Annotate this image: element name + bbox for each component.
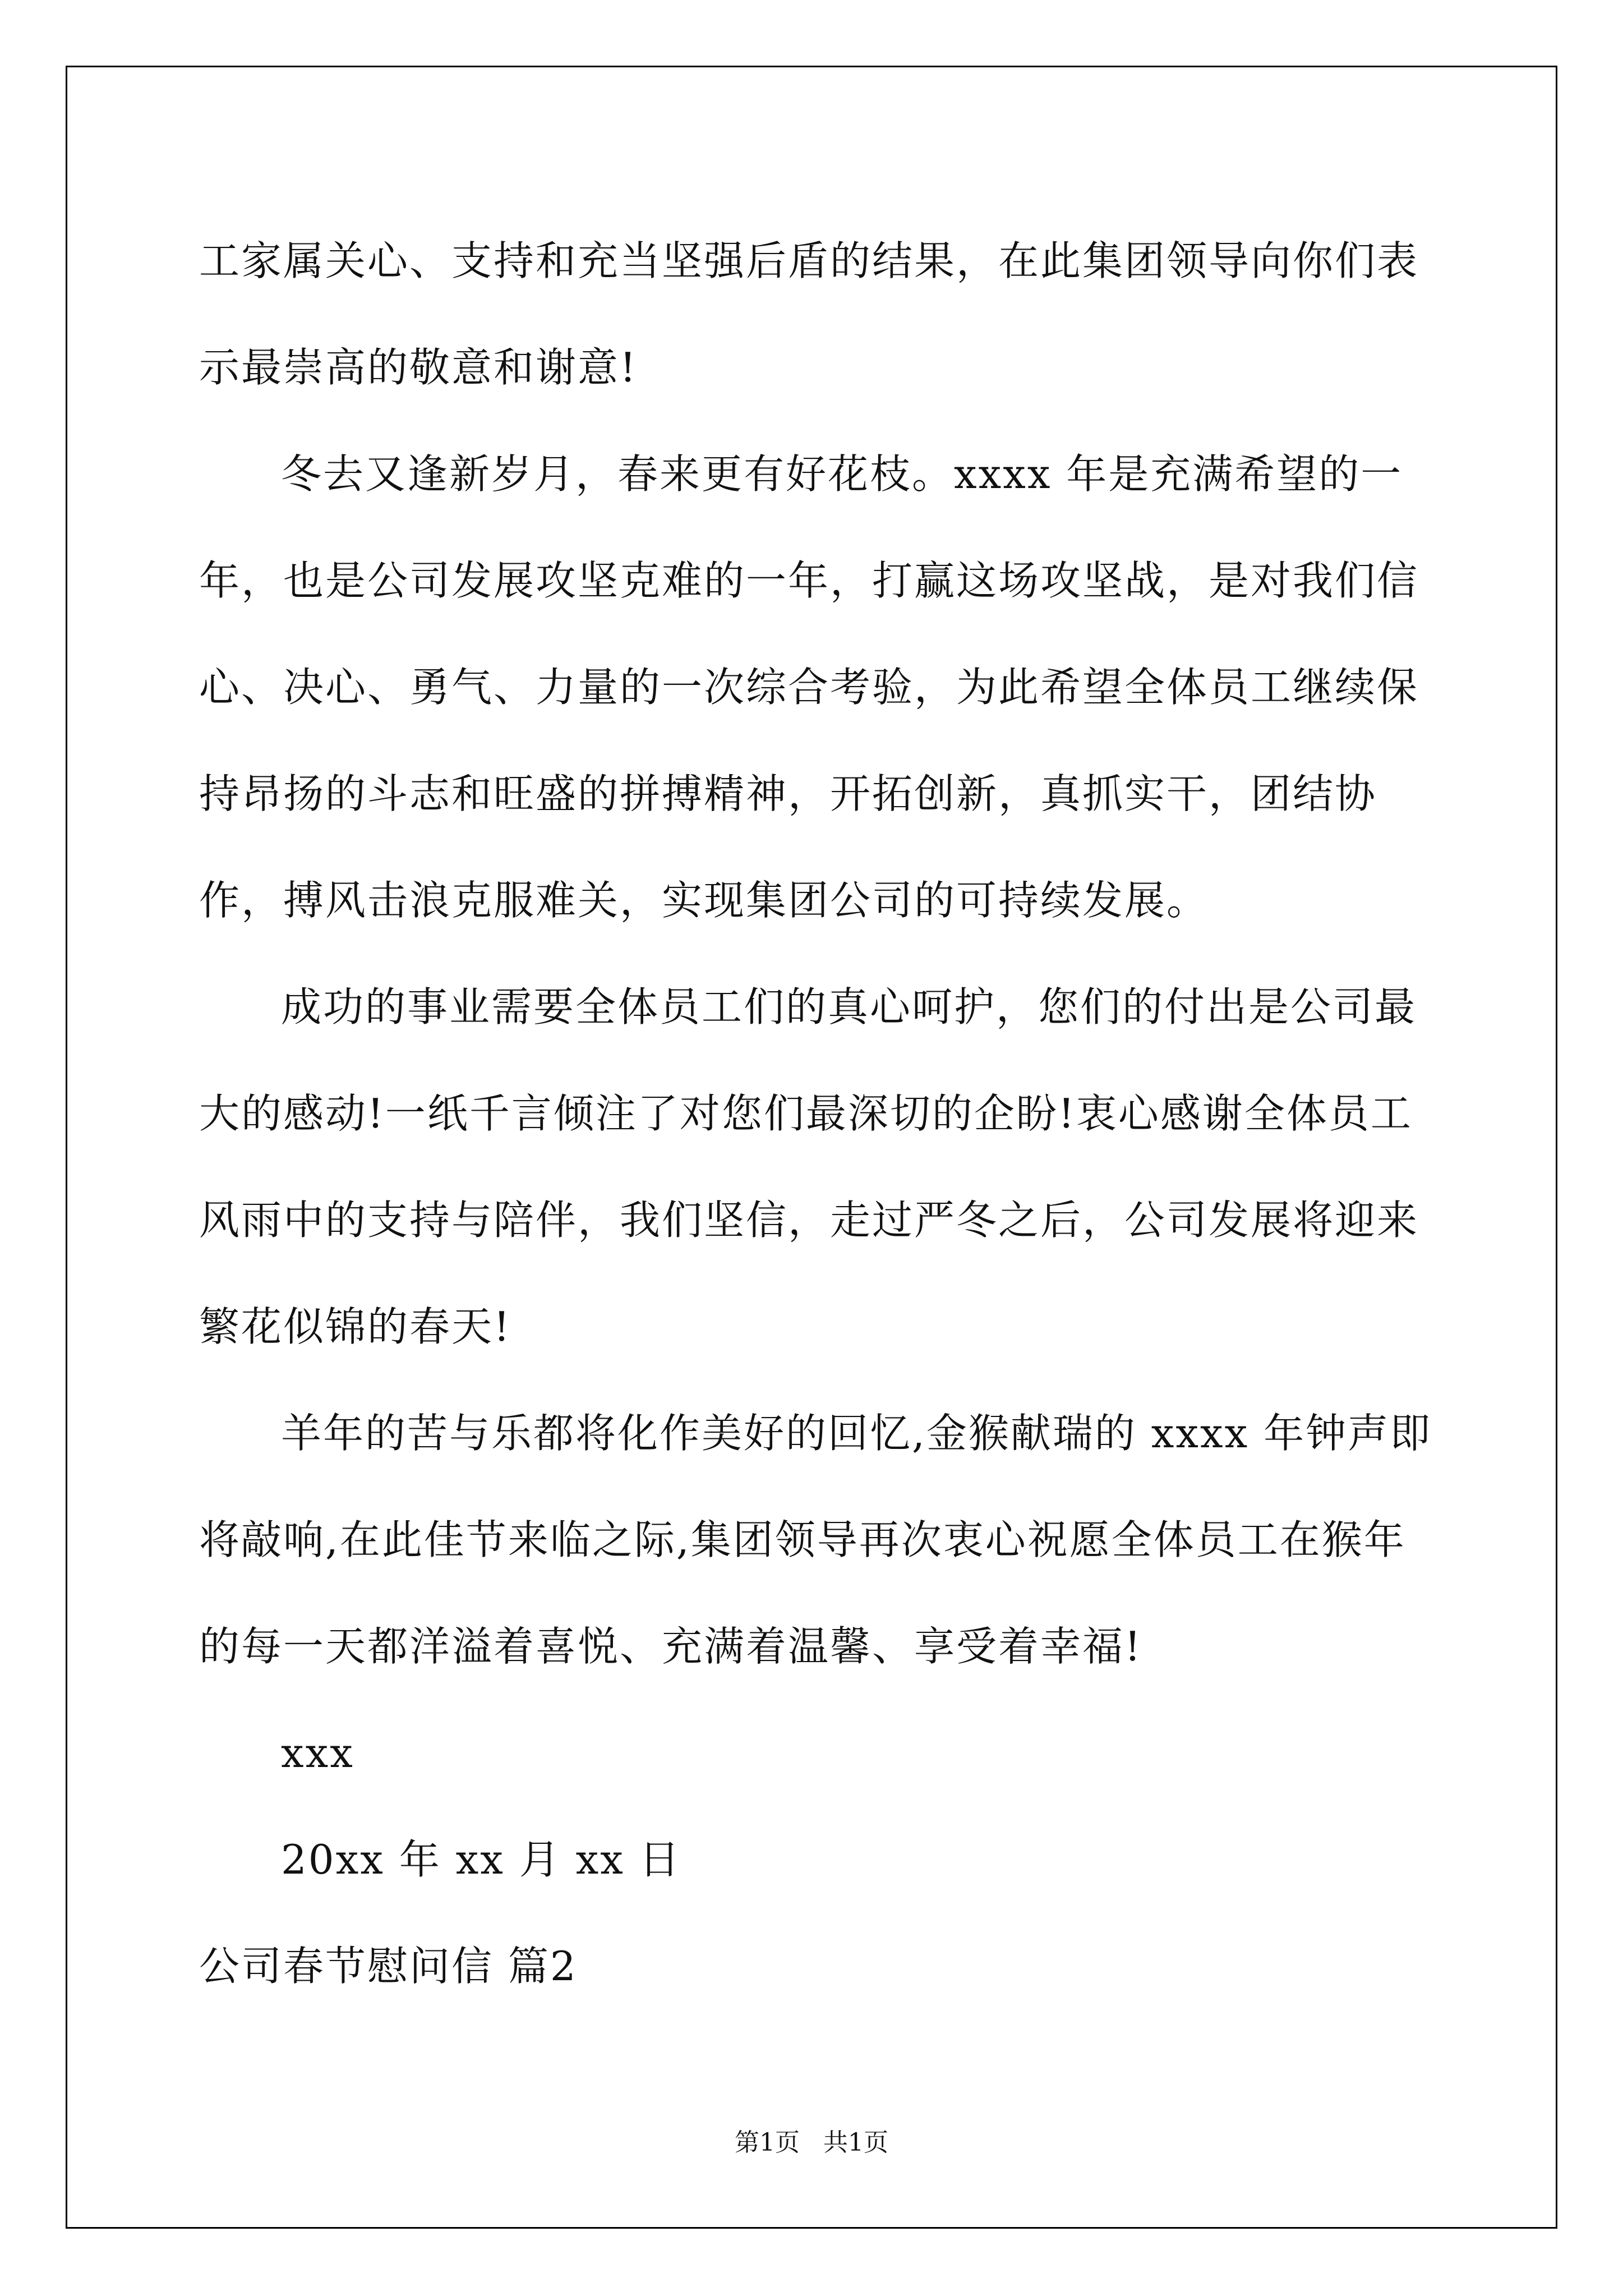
paragraph-new-year-hope: 冬去又逢新岁月，春来更有好花枝。xxxx 年是充满希望的一年，也是公司发展攻坚克难的一年，打赢这场攻坚战，是对我们信心、决心、勇气、力量的一次综合考验，为此希望全体员工继续保持昂扬的斗志和旺盛的拼搏精神，开拓创新，真抓实干，团结协作，搏风击浪克服难关，实现集团公司的可持续发展。	[199, 450, 1419, 924]
signature: xxx	[281, 1729, 354, 1777]
document-body	[199, 208, 1438, 2019]
page-footer: 第1页 共1页	[735, 2128, 888, 2157]
paragraph-blessing: 羊年的苦与乐都将化作美好的回忆,金猴献瑞的 xxxx 年钟声即将敲响,在此佳节来临之际,集团领导再次衷心祝愿全体员工在猴年的每一天都洋溢着喜悦、充满着温馨、享受着幸福!	[199, 1410, 1432, 1670]
paragraph-gratitude: 成功的事业需要全体员工们的真心呵护，您们的付出是公司最大的感动!一纸千言倾注了对您们最深切的企盼!衷心感谢全体员工风雨中的支持与陪伴，我们坚信，走过严冬之后，公司发展将迎来繁花似锦的春天!	[199, 983, 1419, 1350]
paragraph-continuation: 工家属关心、支持和充当坚强后盾的结果，在此集团领导向你们表示最崇高的敬意和谢意!	[199, 237, 1419, 391]
section-title: 公司春节慰问信 篇2	[199, 1943, 578, 1990]
date-line: 20xx 年 xx 月 xx 日	[281, 1836, 681, 1883]
